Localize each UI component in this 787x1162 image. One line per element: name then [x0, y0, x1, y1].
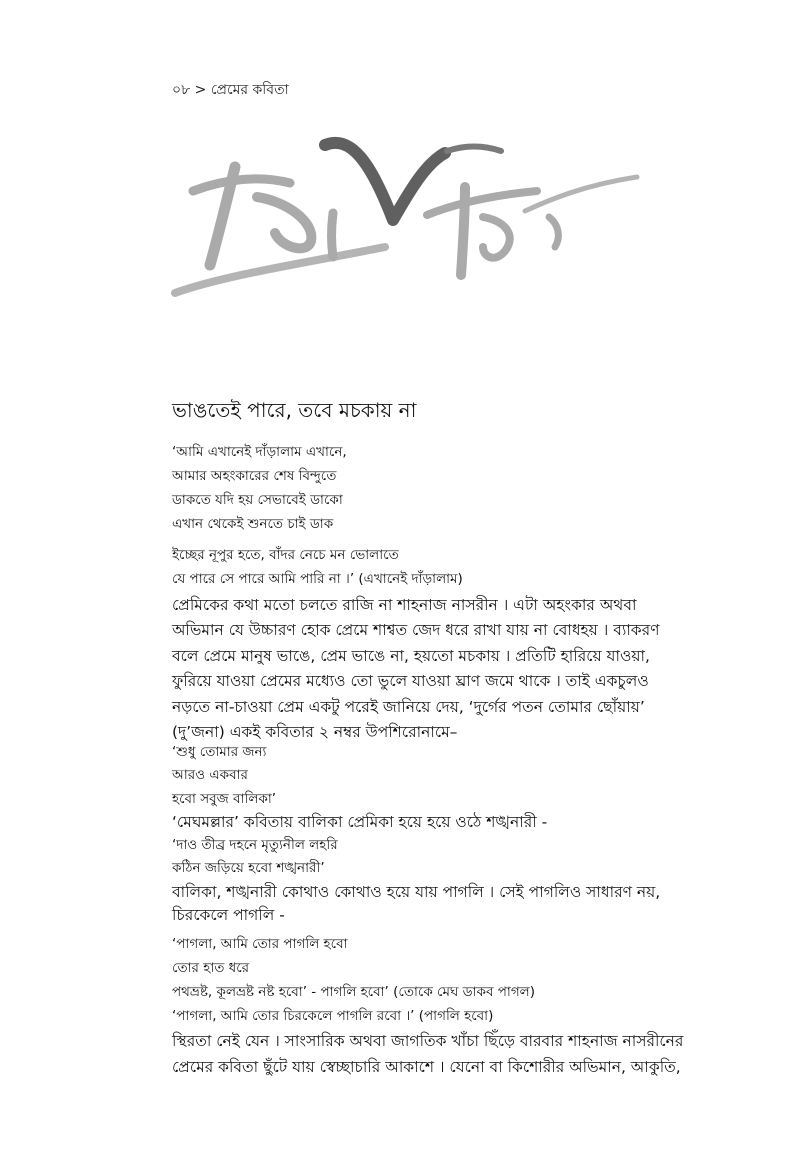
closing-verses-and-prose	[172, 932, 712, 1080]
running-head	[172, 78, 289, 102]
prose-line: প্রেমের কবিতা ছুঁটে যায় স্বেচ্ছাচারি আকাশে । যেনো বা কিশোরীর অভিমান, আকুতি,	[172, 1058, 681, 1076]
verse-line: তোর হাত ধরে	[172, 960, 250, 976]
prose-line: নড়তে না-চাওয়া প্রেম একটু পরেই জানিয়ে দেয়, ‘দুর্গের পতন তোমার ছোঁয়ায়’	[172, 697, 645, 716]
prose-line: (দু’জনা) একই কবিতার ২ নম্বর উপশিরোনামে–	[172, 722, 458, 741]
verse-line: কঠিন জড়িয়ে হবো শঙ্খনারী’	[172, 860, 325, 877]
section-title: ভাঙতেই পারে, তবে মচকায় না	[172, 398, 417, 422]
breadcrumb-separator: >	[194, 82, 207, 98]
poem-stanza-2	[172, 543, 712, 591]
verse-line: ‘পাগলা, আমি তোর চিরকেলে পাগলি রবো ।’ (পাগলি হবো)	[172, 1008, 494, 1024]
verse-line: আরও একবার	[172, 767, 248, 784]
brushstroke-logo-icon	[165, 125, 645, 305]
prose-paragraph-1	[172, 593, 712, 745]
section-name: প্রেমের কবিতা	[210, 82, 289, 98]
page-number: ০৮	[172, 82, 191, 98]
verse-line: ‘দাও তীব্র দহনে মৃত্যুনীল লহরি	[172, 837, 338, 854]
verse-line: ডাকতে যদি হয় সেভাবেই ডাকো	[172, 492, 343, 508]
prose-line: ‘মেঘমল্লার’ কবিতায় বালিকা প্রেমিকা হয়ে হয়ে ওঠে শঙ্খনারী -	[172, 812, 548, 831]
verse-line: ‘পাগলা, আমি তোর পাগলি হবো	[172, 936, 348, 952]
prose-line: বলে প্রেমে মানুষ ভাঙে, প্রেম ভাঙে না, হয়তো মচকায় । প্রতিটি হারিয়ে যাওয়া,	[172, 646, 650, 665]
poem-stanza-1	[172, 440, 712, 536]
verse-line: হবো সবুজ বালিকা’	[172, 790, 277, 807]
verse-line: ইচ্ছের নূপুর হতে, বাঁদর নেচে মন ভোলাতে	[172, 547, 399, 563]
quoted-verses-and-commentary	[172, 741, 712, 927]
verse-line: পথভ্রষ্ট, কূলভ্রষ্ট নষ্ট হবো’ - পাগলি হবো’ (তোকে মেঘ ডাকব পাগল)	[172, 984, 536, 1000]
verse-line: ‘শুধু তোমার জন্য	[172, 744, 267, 760]
verse-line: যে পারে সে পারে আমি পারি না ।’ (এখানেই দাঁড়ালাম)	[172, 571, 463, 587]
verse-line: ‘আমি এখানেই দাঁড়ালাম এখানে,	[172, 444, 347, 460]
prose-line: বালিকা, শঙ্খনারী কোথাও কোথাও হয়ে যায় পাগলি । সেই পাগলিও সাধারণ নয়,	[172, 882, 661, 901]
prose-line: প্রেমিকের কথা মতো চলতে রাজি না শাহনাজ নাসরীন । এটা অহংকার অথবা	[172, 596, 637, 614]
verse-line: এখান থেকেই শুনতে চাই ডাক	[172, 516, 334, 532]
prose-line: চিরকেলে পাগলি -	[172, 906, 285, 925]
prose-line: ফুরিয়ে যাওয়া প্রেমের মধ্যেও তো ভুলে যাওয়া ঘ্রাণ জমে থাকে । তাই একচুলও	[172, 672, 649, 691]
verse-line: আমার অহংকারের শেষ বিন্দুতে	[172, 468, 337, 484]
prose-line: অভিমান যে উচ্চারণ হোক প্রেমে শাশ্বত জেদ ধরে রাখা যায় না বোধহয় । ব্যাকরণ	[172, 621, 660, 640]
prose-line: স্থিরতা নেই যেন । সাংসারিক অথবা জাগতিক খাঁচা ছিঁড়ে বারবার শাহনাজ নাসরীনের	[172, 1032, 684, 1050]
